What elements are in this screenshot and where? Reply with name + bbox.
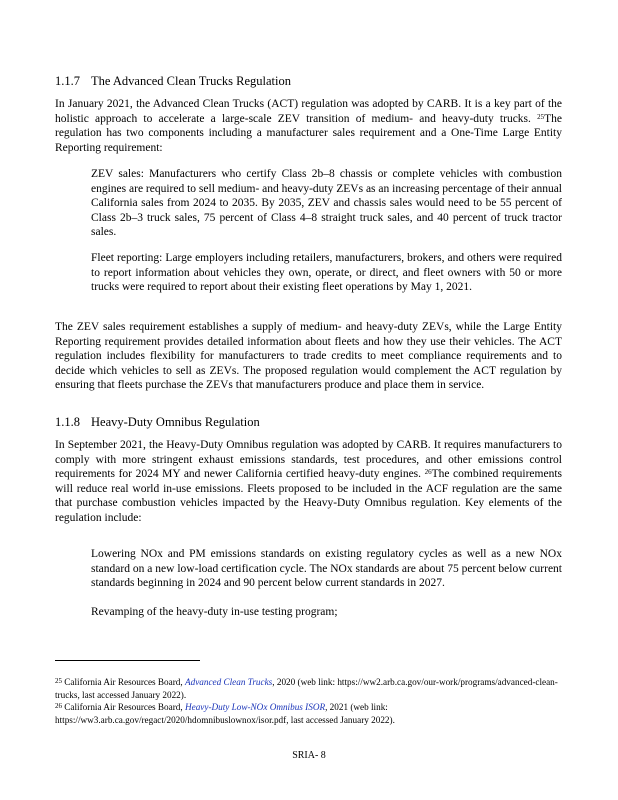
section-title: The Advanced Clean Trucks Regulation bbox=[91, 74, 291, 88]
page-number: SRIA- 8 bbox=[292, 750, 326, 761]
intro-text-cont: The regulation has two components including a manufacturer sales requirement and a One-Time Large Entity Reporting requirement: bbox=[55, 112, 563, 154]
intro-paragraph bbox=[55, 97, 562, 155]
footnote bbox=[55, 701, 565, 726]
footnote-source: California Air Resources Board, bbox=[64, 677, 185, 687]
intro-text: In September 2021, the Heavy-Duty Omnibus regulation was adopted by CARB. It requires manufacturers to comply with more stringent exhaust emissions standards, test procedures, and other emissions control requirements for 2024 MY and newer California certified heavy-duty engines. bbox=[55, 439, 562, 480]
footnote-number: 26 bbox=[55, 702, 62, 710]
list-item-text: ZEV sales: Manufacturers who certify Class 2b–8 chassis or complete vehicles with combustion engines are required to sell medium- and heavy-duty ZEVs as an increasing percentage of their annual California sales from 2024 to 2035. By 2035, ZEV and chassis sales would need to be 55 percent of Class 2b–3 truck sales, 75 percent of Class 4–8 straight truck sales, and 40 percent of truck tractor sales. bbox=[91, 168, 563, 238]
intro-text: In January 2021, the Advanced Clean Trucks (ACT) regulation was adopted by CARB. It is a key part of the holistic approach to accelerate a large-scale ZEV transition of medium- and heavy-duty trucks. bbox=[55, 98, 562, 125]
section-title: Heavy-Duty Omnibus Regulation bbox=[91, 415, 260, 429]
list-item-text: Fleet reporting: Large employers including retailers, manufacturers, brokers, and others were required to report information about vehicles they own, operate, or direct, and fleet owners with 50 or more trucks were required to report about their existing fleet operations by May 1, 2021. bbox=[91, 252, 562, 293]
footnote-details: , 2020 (web link: https://ww2.arb.ca.gov/our-work/programs/advanced-clean-trucks, last accessed January 2022). bbox=[55, 677, 558, 700]
footnote-number: 25 bbox=[55, 677, 62, 685]
section-number: 1.1.8 bbox=[55, 415, 80, 429]
footnote-ref: 25 bbox=[537, 112, 545, 121]
footnote bbox=[55, 676, 565, 701]
intro-paragraph bbox=[55, 438, 562, 525]
footnote-source: California Air Resources Board, bbox=[64, 702, 185, 712]
footnote-divider bbox=[55, 660, 200, 661]
body-text: The ZEV sales requirement establishes a supply of medium- and heavy-duty ZEVs, while the Large Entity Reporting requirement provides detailed information about fleets and how they use their vehicles. The ACT regulation includes flexibility for manufacturers to trade credits to meet compliance requirements and to decide which vehicles to sell as ZEVs. The proposed regulation would complement the ACT regulation by ensuring that fleets purchase the ZEVs that manufacturers produce and place them in service. bbox=[55, 321, 562, 391]
list-item-text: Lowering NOx and PM emissions standards on existing regulatory cycles as well as a new NOx standard on a new low-load certification cycle. The NOx standards are about 75 percent below current standards beginning in 2024 and 90 percent below current standards in 2027. bbox=[91, 548, 562, 589]
section-heading bbox=[55, 415, 260, 430]
intro-text-cont: The combined requirements will reduce real world in-use emissions. Fleets proposed to be included in the ACF regulation are the same that purchase combustion vehicles impacted by the Heavy-Duty Omnibus regulation. Key elements of the regulation include: bbox=[55, 468, 563, 524]
footnote-title-link[interactable]: Advanced Clean Trucks bbox=[184, 677, 273, 687]
footnote-details: , 2021 (web link: https://ww3.arb.ca.gov/regact/2020/hdomnibuslownox/isor.pdf, last accessed January 2022). bbox=[55, 702, 395, 725]
footnote-ref: 26 bbox=[424, 468, 432, 476]
footnote-title-link[interactable]: Heavy-Duty Low-NOx Omnibus ISOR bbox=[184, 702, 326, 712]
section-heading bbox=[55, 74, 291, 89]
list-item-text: Revamping of the heavy-duty in-use testing program; bbox=[91, 606, 338, 618]
section-number: 1.1.7 bbox=[55, 74, 80, 88]
body-paragraph bbox=[55, 320, 562, 393]
